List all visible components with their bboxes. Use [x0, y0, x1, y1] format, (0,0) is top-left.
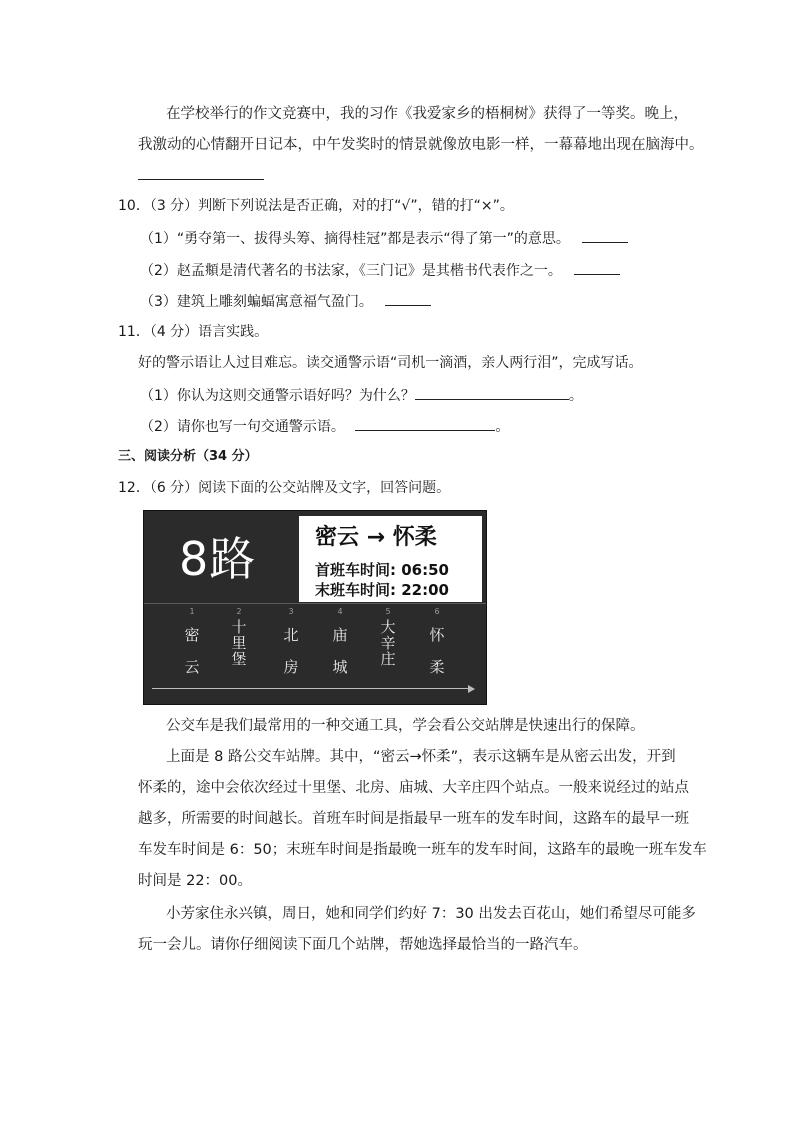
q11-header: 11．（4 分）语言实践。	[118, 324, 269, 340]
q11-item-2-blank[interactable]	[355, 416, 495, 431]
q10-item-3-text: （3）建筑上雕刻蝙蝠寓意福气盈门。	[140, 294, 373, 310]
q11-item-1-end: 。	[568, 388, 583, 404]
stop-2-number: 2	[236, 607, 242, 616]
q10-item-2	[140, 260, 620, 281]
q12-para-3-line-2: 玩一会儿。请你仔细阅读下面几个站牌，帮她选择最恰当的一路汽车。	[138, 937, 588, 953]
sign-last-bus: 末班车时间: 22:00	[315, 581, 449, 599]
stop-5-number: 5	[385, 607, 391, 616]
q11-item-2-text: （2）请你也写一句交通警示语。	[140, 419, 345, 435]
q12-header: 12．（6 分）阅读下面的公交站牌及文字，回答问题。	[118, 480, 451, 496]
q11-item-1-text: （1）你认为这则交通警示语好吗？为什么？	[140, 388, 415, 404]
stop-5-name: 大 辛 庄	[380, 618, 396, 668]
q10-item-3	[140, 291, 431, 312]
q11-item-1-blank[interactable]	[415, 385, 569, 400]
sign-info-box	[299, 516, 482, 602]
stop-5	[376, 607, 400, 667]
stop-3-name: 北 房	[283, 626, 299, 676]
q10-item-3-blank[interactable]	[385, 291, 431, 306]
stop-4-name: 庙 城	[332, 626, 348, 676]
q12-para-3-line-1: 小芳家住永兴镇，周日，她和同学们约好 7：30 出发去百花山，她们希望尽可能多	[166, 906, 696, 922]
stop-3	[279, 607, 303, 683]
sign-divider	[144, 603, 486, 604]
stop-1-name: 密 云	[184, 626, 200, 676]
q12-para-2-line-2: 怀柔的，途中会依次经过十里堡、北房、庙城、大辛庄四个站点。一般来说经过的站点	[138, 780, 689, 796]
q12-para-2-line-3: 越多，所需要的时间越长。首班车时间是指最早一班车的发车时间，这路车的最早一班	[138, 811, 689, 827]
q12-para-2-line-1: 上面是 8 路公交车站牌。其中，“密云→怀柔”，表示这辆车是从密云出发，开到	[166, 749, 676, 765]
passage-line-2: 我激动的心情翻开日记本，中午发奖时的情景就像放电影一样，一幕幕地出现在脑海中。	[138, 137, 704, 153]
sign-stops	[144, 607, 486, 687]
q11-item-2	[140, 416, 509, 437]
sign-arrowhead-icon	[468, 685, 475, 693]
passage-line-1: 在学校举行的作文竞赛中，我的习作《我爱家乡的梧桐树》获得了一等奖。晚上，	[166, 106, 688, 122]
section-3-title: 三、阅读分析（34 分）	[118, 449, 258, 464]
sign-direction-arrow-line	[152, 688, 470, 689]
stop-4-number: 4	[337, 607, 343, 616]
q10-item-1-blank[interactable]	[582, 228, 628, 243]
stop-2-name: 十 里 堡	[231, 618, 247, 668]
q10-item-1-text: （1）“勇夺第一、拔得头筹、摘得桂冠”都是表示“得了第一”的意思。	[140, 231, 570, 247]
q12-para-2-line-5: 时间是 22：00。	[138, 873, 253, 889]
q10-item-2-text: （2）赵孟頫是清代著名的书法家，《三门记》是其楷书代表作之一。	[140, 263, 562, 279]
q12-para-2-line-4: 车发车时间是 6：50；末班车时间是指最晚一班车的发车时间，这路车的最晚一班车发车	[138, 842, 707, 858]
stop-3-number: 3	[288, 607, 294, 616]
q11-item-1	[140, 385, 583, 406]
q12-para-1: 公交车是我们最常用的一种交通工具，学会看公交站牌是快速出行的保障。	[166, 718, 645, 734]
sign-route-number: 8路	[179, 532, 257, 586]
stop-2	[227, 607, 251, 667]
q11-intro: 好的警示语让人过目难忘。读交通警示语“司机一滴酒，亲人两行泪”，完成写话。	[138, 355, 643, 371]
stop-6-name: 怀 柔	[429, 626, 445, 676]
sign-direction: 密云 → 怀柔	[315, 525, 437, 550]
stop-1-number: 1	[189, 607, 195, 616]
answer-blank-passage[interactable]	[138, 165, 264, 186]
q10-item-1	[140, 228, 628, 249]
q10-header: 10．（3 分）判断下列说法是否正确，对的打“√”，错的打“×”。	[118, 198, 514, 214]
stop-6	[425, 607, 449, 683]
bus-stop-sign	[143, 510, 487, 705]
q10-item-2-blank[interactable]	[574, 260, 620, 275]
q11-item-2-end: 。	[495, 419, 510, 435]
stop-4	[328, 607, 352, 683]
stop-1	[180, 607, 204, 683]
stop-6-number: 6	[434, 607, 440, 616]
sign-first-bus: 首班车时间: 06:50	[315, 561, 449, 579]
